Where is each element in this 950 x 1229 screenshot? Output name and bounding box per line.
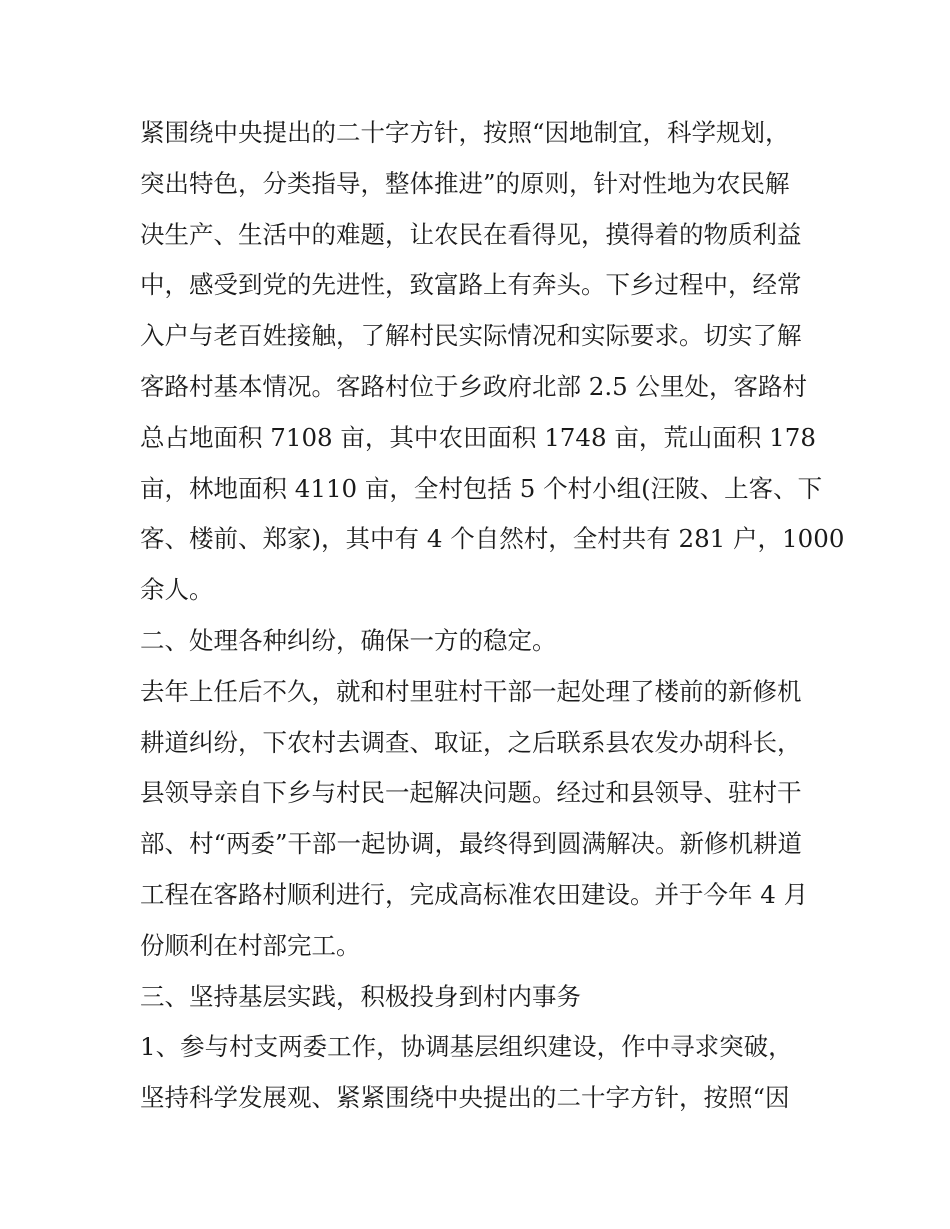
text-line: 总占地面积 7108 亩，其中农田面积 1748 亩，荒山面积 178 bbox=[140, 422, 816, 452]
text-line: 决生产、生活中的难题，让农民在看得见，摸得着的物质利益 bbox=[140, 219, 802, 249]
text-line: 耕道纠纷，下农村去调查、取证，之后联系县农发办胡科长， bbox=[140, 727, 802, 757]
document-body bbox=[140, 108, 845, 1124]
text-line: 客、楼前、郑家)，其中有 4 个自然村，全村共有 281 户，1000 bbox=[140, 524, 845, 554]
text-line: 亩，林地面积 4110 亩，全村包括 5 个村小组(汪陂、上客、下 bbox=[140, 473, 823, 503]
text-line: 突出特色，分类指导，整体推进”的原则，针对性地为农民解 bbox=[140, 168, 790, 198]
section-heading-2: 二、处理各种纠纷，确保一方的稳定。 bbox=[140, 625, 557, 655]
text-line: 工程在客路村顺利进行，完成高标准农田建设。并于今年 4 月 bbox=[140, 879, 809, 909]
text-line: 入户与老百姓接触，了解村民实际情况和实际要求。切实了解 bbox=[140, 321, 802, 351]
text-line: 余人。 bbox=[140, 575, 214, 605]
text-line: 县领导亲自下乡与村民一起解决问题。经过和县领导、驻村干 bbox=[140, 778, 802, 808]
text-line: 部、村“两委”干部一起协调，最终得到圆满解决。新修机耕道 bbox=[140, 829, 803, 859]
text-line: 坚持科学发展观、紧紧围绕中央提出的二十字方针，按照“因 bbox=[140, 1083, 790, 1113]
text-line: 客路村基本情况。客路村位于乡政府北部 2.5 公里处，客路村 bbox=[140, 371, 808, 401]
section-heading-3: 三、坚持基层实践，积极投身到村内事务 bbox=[140, 981, 581, 1011]
list-item-1: 1、参与村支两委工作，协调基层组织建设，作中寻求突破， bbox=[140, 1032, 793, 1062]
text-line: 份顺利在村部完工。 bbox=[140, 930, 361, 960]
text-line: 中，感受到党的先进性，致富路上有奔头。下乡过程中，经常 bbox=[140, 270, 802, 300]
text-line: 紧围绕中央提出的二十字方针，按照“因地制宜，科学规划， bbox=[140, 118, 790, 147]
text-line: 去年上任后不久，就和村里驻村干部一起处理了楼前的新修机 bbox=[140, 676, 802, 706]
